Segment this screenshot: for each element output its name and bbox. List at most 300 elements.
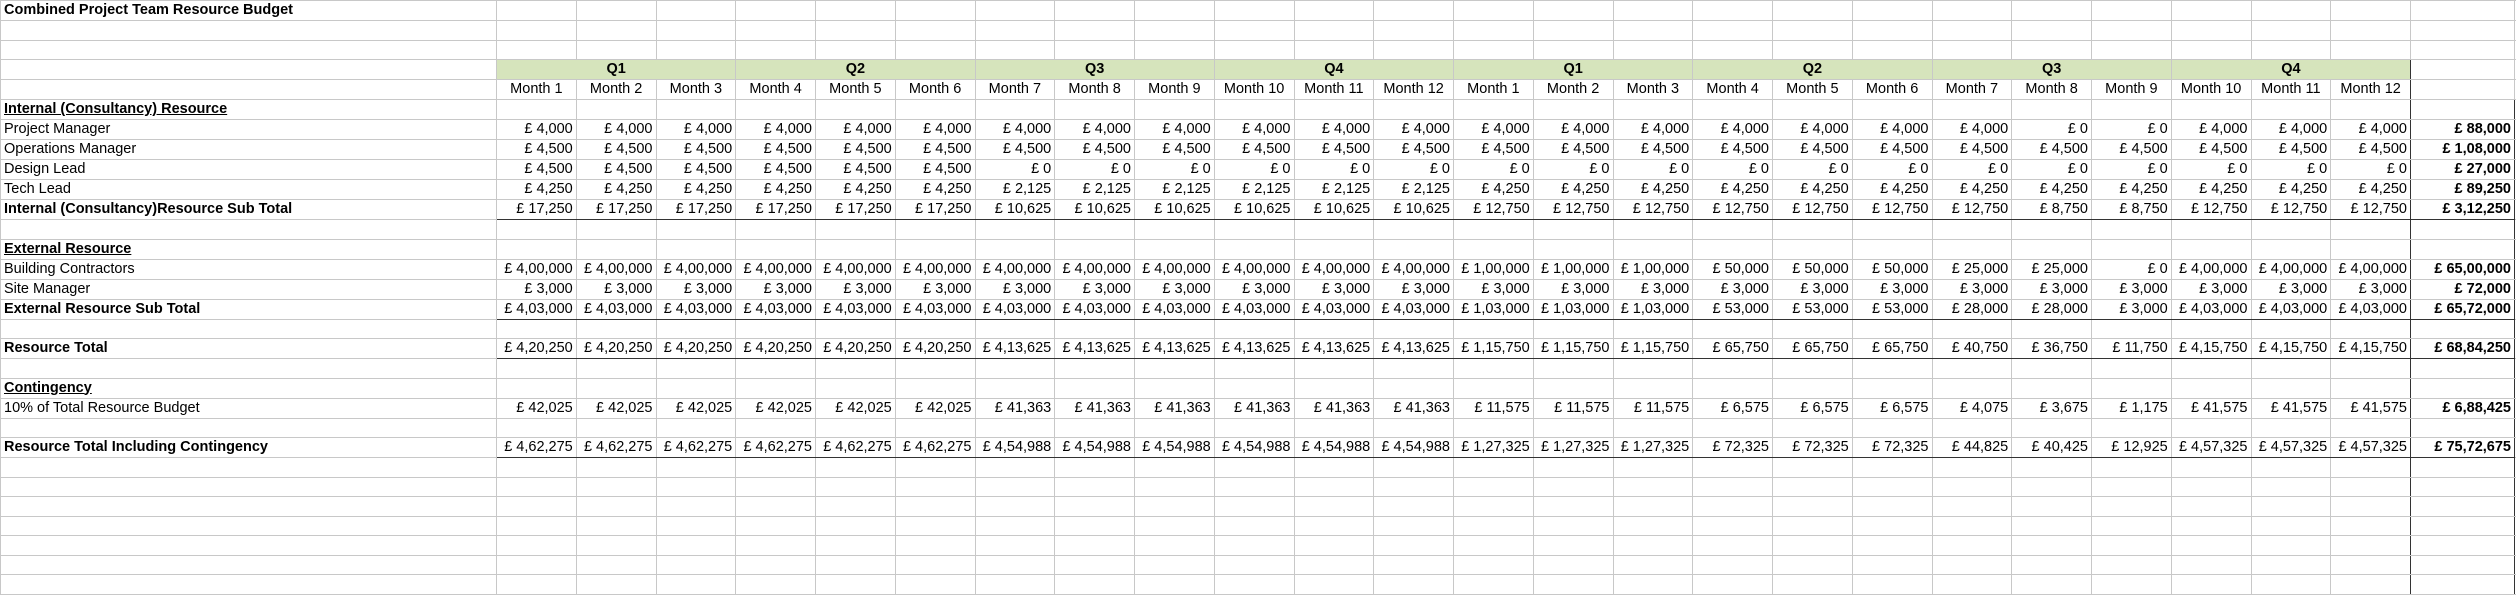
value-cell[interactable]: £ 4,15,750 — [2331, 339, 2411, 359]
cell[interactable] — [816, 220, 896, 240]
cell[interactable] — [1852, 1, 1932, 21]
value-cell[interactable]: £ 3,000 — [2171, 279, 2251, 299]
cell[interactable] — [895, 555, 975, 575]
value-cell[interactable]: £ 1,175 — [2092, 398, 2172, 418]
cell[interactable] — [1, 319, 497, 339]
cell[interactable] — [1374, 497, 1454, 517]
value-cell[interactable]: £ 65,750 — [1852, 339, 1932, 359]
cell[interactable] — [1214, 319, 1294, 339]
value-cell[interactable]: £ 4,500 — [816, 160, 896, 180]
cell[interactable] — [1852, 21, 1932, 41]
cell[interactable] — [895, 319, 975, 339]
cell[interactable] — [1773, 1, 1853, 21]
cell[interactable] — [2411, 575, 2515, 595]
cell[interactable] — [1135, 497, 1215, 517]
cell[interactable] — [1294, 21, 1374, 41]
cell[interactable] — [895, 536, 975, 556]
cell[interactable] — [1533, 1, 1613, 21]
value-cell[interactable]: £ 25,000 — [1932, 259, 2012, 279]
value-cell[interactable]: £ 3,000 — [1852, 279, 1932, 299]
value-cell[interactable]: £ 3,000 — [1294, 279, 1374, 299]
cell[interactable] — [1214, 21, 1294, 41]
value-cell[interactable]: £ 41,363 — [1294, 398, 1374, 418]
value-cell[interactable]: £ 3,675 — [2012, 398, 2092, 418]
cell[interactable] — [1613, 378, 1693, 398]
cell[interactable] — [2171, 1, 2251, 21]
cell[interactable] — [1773, 458, 1853, 478]
value-cell[interactable]: £ 8,750 — [2092, 200, 2172, 220]
value-cell[interactable]: £ 4,000 — [497, 120, 577, 140]
cell[interactable] — [1374, 100, 1454, 120]
value-cell[interactable]: £ 4,500 — [497, 160, 577, 180]
cell[interactable] — [2411, 359, 2515, 379]
value-cell[interactable]: £ 12,750 — [1932, 200, 2012, 220]
cell[interactable] — [1, 458, 497, 478]
cell[interactable] — [2171, 220, 2251, 240]
value-cell[interactable]: £ 4,000 — [1693, 120, 1773, 140]
cell[interactable] — [2411, 378, 2515, 398]
value-cell[interactable]: £ 4,500 — [1932, 140, 2012, 160]
value-cell[interactable]: £ 10,625 — [1294, 200, 1374, 220]
cell[interactable] — [975, 21, 1055, 41]
cell[interactable] — [2092, 1, 2172, 21]
cell[interactable] — [1773, 359, 1853, 379]
cell[interactable] — [816, 21, 896, 41]
cell[interactable] — [1, 359, 497, 379]
value-cell[interactable]: £ 3,000 — [576, 279, 656, 299]
value-cell[interactable]: £ 4,000 — [1932, 120, 2012, 140]
cell[interactable] — [1135, 477, 1215, 497]
value-cell[interactable]: £ 4,03,000 — [975, 299, 1055, 319]
value-cell[interactable]: £ 3,000 — [1214, 279, 1294, 299]
cell[interactable] — [1294, 220, 1374, 240]
value-cell[interactable]: £ 4,250 — [816, 180, 896, 200]
value-cell[interactable]: £ 4,03,000 — [2251, 299, 2331, 319]
cell[interactable] — [656, 40, 736, 60]
cell[interactable] — [1294, 378, 1374, 398]
cell[interactable] — [1852, 477, 1932, 497]
value-cell[interactable]: £ 17,250 — [816, 200, 896, 220]
value-cell[interactable]: £ 4,13,625 — [1294, 339, 1374, 359]
cell[interactable] — [1055, 536, 1135, 556]
cell[interactable] — [895, 458, 975, 478]
cell[interactable] — [895, 1, 975, 21]
value-cell[interactable]: £ 3,000 — [1454, 279, 1534, 299]
cell[interactable] — [1613, 555, 1693, 575]
cell[interactable] — [1454, 220, 1534, 240]
value-cell[interactable]: £ 4,00,000 — [1055, 259, 1135, 279]
cell[interactable] — [975, 359, 1055, 379]
value-cell[interactable]: £ 4,03,000 — [816, 299, 896, 319]
value-cell[interactable]: £ 44,825 — [1932, 438, 2012, 458]
value-cell[interactable]: £ 4,62,275 — [736, 438, 816, 458]
cell[interactable] — [1693, 359, 1773, 379]
value-cell[interactable]: £ 4,250 — [2251, 180, 2331, 200]
value-cell[interactable]: £ 4,54,988 — [1294, 438, 1374, 458]
cell[interactable] — [2251, 21, 2331, 41]
value-cell[interactable]: £ 3,000 — [975, 279, 1055, 299]
cell[interactable] — [1294, 359, 1374, 379]
value-cell[interactable]: £ 10,625 — [975, 200, 1055, 220]
cell[interactable] — [816, 458, 896, 478]
value-cell[interactable]: £ 2,125 — [1135, 180, 1215, 200]
value-cell[interactable]: £ 1,03,000 — [1613, 299, 1693, 319]
cell[interactable] — [2171, 575, 2251, 595]
cell[interactable] — [1, 40, 497, 60]
cell[interactable] — [2331, 575, 2411, 595]
value-cell[interactable]: £ 42,025 — [656, 398, 736, 418]
cell[interactable] — [1374, 40, 1454, 60]
cell[interactable] — [1613, 536, 1693, 556]
value-cell[interactable]: £ 2,125 — [975, 180, 1055, 200]
value-cell[interactable]: £ 4,03,000 — [1135, 299, 1215, 319]
cell[interactable] — [975, 40, 1055, 60]
value-cell[interactable]: £ 2,125 — [1374, 180, 1454, 200]
cell[interactable] — [1374, 319, 1454, 339]
value-cell[interactable]: £ 6,575 — [1693, 398, 1773, 418]
cell[interactable] — [1932, 319, 2012, 339]
cell[interactable] — [656, 100, 736, 120]
cell[interactable] — [576, 239, 656, 259]
cell[interactable] — [656, 319, 736, 339]
value-cell[interactable]: £ 3,000 — [2331, 279, 2411, 299]
value-cell[interactable]: £ 11,575 — [1613, 398, 1693, 418]
value-cell[interactable]: £ 4,03,000 — [1214, 299, 1294, 319]
cell[interactable] — [2171, 378, 2251, 398]
value-cell[interactable]: £ 4,54,988 — [975, 438, 1055, 458]
cell[interactable] — [1932, 21, 2012, 41]
cell[interactable] — [2171, 497, 2251, 517]
cell[interactable] — [1, 575, 497, 595]
value-cell[interactable]: £ 4,500 — [1374, 140, 1454, 160]
cell[interactable] — [895, 220, 975, 240]
cell[interactable] — [816, 359, 896, 379]
cell[interactable] — [1454, 378, 1534, 398]
cell[interactable] — [1, 418, 497, 438]
cell[interactable] — [736, 555, 816, 575]
cell[interactable] — [1214, 1, 1294, 21]
cell[interactable] — [736, 536, 816, 556]
cell[interactable] — [816, 575, 896, 595]
value-cell[interactable]: £ 0 — [1693, 160, 1773, 180]
cell[interactable] — [2411, 497, 2515, 517]
cell[interactable] — [1613, 21, 1693, 41]
value-cell[interactable]: £ 4,00,000 — [1294, 259, 1374, 279]
cell[interactable] — [1055, 40, 1135, 60]
cell[interactable] — [2092, 21, 2172, 41]
value-cell[interactable]: £ 42,025 — [736, 398, 816, 418]
cell[interactable] — [1, 220, 497, 240]
value-cell[interactable]: £ 4,000 — [1374, 120, 1454, 140]
cell[interactable] — [656, 1, 736, 21]
cell[interactable] — [576, 516, 656, 536]
cell[interactable] — [1, 555, 497, 575]
cell[interactable] — [1852, 239, 1932, 259]
value-cell[interactable]: £ 72,325 — [1852, 438, 1932, 458]
value-cell[interactable]: £ 4,500 — [576, 160, 656, 180]
cell[interactable] — [497, 575, 577, 595]
cell[interactable] — [1693, 536, 1773, 556]
value-cell[interactable]: £ 0 — [1135, 160, 1215, 180]
value-cell[interactable]: £ 1,03,000 — [1454, 299, 1534, 319]
value-cell[interactable]: £ 0 — [1932, 160, 2012, 180]
value-cell[interactable]: £ 42,025 — [576, 398, 656, 418]
value-cell[interactable]: £ 4,000 — [736, 120, 816, 140]
value-cell[interactable]: £ 53,000 — [1773, 299, 1853, 319]
value-cell[interactable]: £ 4,00,000 — [576, 259, 656, 279]
value-cell[interactable]: £ 3,000 — [1773, 279, 1853, 299]
cell[interactable] — [1374, 21, 1454, 41]
value-cell[interactable]: £ 4,03,000 — [576, 299, 656, 319]
row-total-cell[interactable]: £ 65,72,000 — [2411, 299, 2515, 319]
cell[interactable] — [656, 555, 736, 575]
cell[interactable] — [736, 359, 816, 379]
cell[interactable] — [1374, 555, 1454, 575]
cell[interactable] — [1613, 40, 1693, 60]
value-cell[interactable]: £ 4,00,000 — [2171, 259, 2251, 279]
cell[interactable] — [2012, 536, 2092, 556]
value-cell[interactable]: £ 4,20,250 — [736, 339, 816, 359]
cell[interactable] — [816, 100, 896, 120]
value-cell[interactable]: £ 4,03,000 — [2331, 299, 2411, 319]
cell[interactable] — [1, 497, 497, 517]
cell[interactable] — [736, 516, 816, 536]
cell[interactable] — [2411, 477, 2515, 497]
cell[interactable] — [1214, 516, 1294, 536]
value-cell[interactable]: £ 4,500 — [736, 160, 816, 180]
cell[interactable] — [1852, 359, 1932, 379]
cell[interactable] — [576, 220, 656, 240]
value-cell[interactable]: £ 4,03,000 — [2171, 299, 2251, 319]
value-cell[interactable]: £ 4,500 — [895, 140, 975, 160]
value-cell[interactable]: £ 4,250 — [497, 180, 577, 200]
cell[interactable] — [1533, 239, 1613, 259]
cell[interactable] — [1454, 536, 1534, 556]
value-cell[interactable]: £ 12,750 — [1852, 200, 1932, 220]
value-cell[interactable]: £ 50,000 — [1693, 259, 1773, 279]
value-cell[interactable]: £ 4,57,325 — [2251, 438, 2331, 458]
value-cell[interactable]: £ 4,00,000 — [1374, 259, 1454, 279]
value-cell[interactable]: £ 6,575 — [1852, 398, 1932, 418]
value-cell[interactable]: £ 10,625 — [1214, 200, 1294, 220]
value-cell[interactable]: £ 4,57,325 — [2171, 438, 2251, 458]
value-cell[interactable]: £ 1,03,000 — [1533, 299, 1613, 319]
cell[interactable] — [1374, 220, 1454, 240]
value-cell[interactable]: £ 4,500 — [1214, 140, 1294, 160]
cell[interactable] — [2251, 497, 2331, 517]
cell[interactable] — [1294, 516, 1374, 536]
value-cell[interactable]: £ 3,000 — [2251, 279, 2331, 299]
value-cell[interactable]: £ 4,13,625 — [1055, 339, 1135, 359]
cell[interactable] — [2411, 1, 2515, 21]
cell[interactable] — [1852, 458, 1932, 478]
value-cell[interactable]: £ 12,750 — [1613, 200, 1693, 220]
value-cell[interactable]: £ 4,000 — [2251, 120, 2331, 140]
value-cell[interactable]: £ 3,000 — [1374, 279, 1454, 299]
value-cell[interactable]: £ 2,125 — [1055, 180, 1135, 200]
cell[interactable] — [1454, 21, 1534, 41]
cell[interactable] — [895, 100, 975, 120]
value-cell[interactable]: £ 4,250 — [2012, 180, 2092, 200]
value-cell[interactable]: £ 4,20,250 — [656, 339, 736, 359]
value-cell[interactable]: £ 4,250 — [2171, 180, 2251, 200]
cell[interactable] — [497, 1, 577, 21]
value-cell[interactable]: £ 0 — [2251, 160, 2331, 180]
cell[interactable] — [1294, 458, 1374, 478]
cell[interactable] — [2171, 40, 2251, 60]
value-cell[interactable]: £ 50,000 — [1773, 259, 1853, 279]
cell[interactable] — [975, 100, 1055, 120]
cell[interactable] — [1613, 239, 1693, 259]
cell[interactable] — [2012, 516, 2092, 536]
cell[interactable] — [1932, 378, 2012, 398]
value-cell[interactable]: £ 4,62,275 — [656, 438, 736, 458]
value-cell[interactable]: £ 40,425 — [2012, 438, 2092, 458]
cell[interactable] — [656, 516, 736, 536]
value-cell[interactable]: £ 4,54,988 — [1055, 438, 1135, 458]
value-cell[interactable]: £ 4,500 — [1613, 140, 1693, 160]
value-cell[interactable]: £ 4,250 — [656, 180, 736, 200]
value-cell[interactable]: £ 4,500 — [656, 160, 736, 180]
cell[interactable] — [2012, 220, 2092, 240]
cell[interactable] — [1852, 319, 1932, 339]
value-cell[interactable]: £ 1,27,325 — [1454, 438, 1534, 458]
cell[interactable] — [1693, 575, 1773, 595]
cell[interactable] — [895, 21, 975, 41]
cell[interactable] — [2171, 516, 2251, 536]
cell[interactable] — [2331, 516, 2411, 536]
value-cell[interactable]: £ 0 — [2012, 160, 2092, 180]
cell[interactable] — [1374, 536, 1454, 556]
value-cell[interactable]: £ 3,000 — [2012, 279, 2092, 299]
value-cell[interactable]: £ 72,325 — [1773, 438, 1853, 458]
cell[interactable] — [816, 378, 896, 398]
cell[interactable] — [736, 458, 816, 478]
value-cell[interactable]: £ 4,13,625 — [1374, 339, 1454, 359]
value-cell[interactable]: £ 50,000 — [1852, 259, 1932, 279]
cell[interactable] — [1214, 477, 1294, 497]
value-cell[interactable]: £ 4,000 — [1613, 120, 1693, 140]
cell[interactable] — [1932, 555, 2012, 575]
cell[interactable] — [497, 40, 577, 60]
value-cell[interactable]: £ 1,00,000 — [1533, 259, 1613, 279]
cell[interactable] — [1055, 575, 1135, 595]
cell[interactable] — [2251, 477, 2331, 497]
value-cell[interactable]: £ 4,500 — [1454, 140, 1534, 160]
cell[interactable] — [2251, 378, 2331, 398]
value-cell[interactable]: £ 4,000 — [975, 120, 1055, 140]
cell[interactable] — [1294, 1, 1374, 21]
cell[interactable] — [2251, 1, 2331, 21]
cell[interactable] — [1214, 418, 1294, 438]
cell[interactable] — [2012, 575, 2092, 595]
value-cell[interactable]: £ 0 — [1214, 160, 1294, 180]
row-total-cell[interactable]: £ 6,88,425 — [2411, 398, 2515, 418]
value-cell[interactable]: £ 4,500 — [1055, 140, 1135, 160]
cell[interactable] — [1613, 418, 1693, 438]
value-cell[interactable]: £ 4,000 — [1214, 120, 1294, 140]
cell[interactable] — [1932, 497, 2012, 517]
cell[interactable] — [1135, 100, 1215, 120]
cell[interactable] — [975, 458, 1055, 478]
value-cell[interactable]: £ 3,000 — [2092, 279, 2172, 299]
cell[interactable] — [656, 536, 736, 556]
value-cell[interactable]: £ 4,13,625 — [1135, 339, 1215, 359]
cell[interactable] — [736, 319, 816, 339]
value-cell[interactable]: £ 41,363 — [1135, 398, 1215, 418]
cell[interactable] — [1773, 40, 1853, 60]
cell[interactable] — [576, 40, 656, 60]
cell[interactable] — [1135, 418, 1215, 438]
cell[interactable] — [1932, 516, 2012, 536]
value-cell[interactable]: £ 3,000 — [497, 279, 577, 299]
cell[interactable] — [1773, 516, 1853, 536]
cell[interactable] — [576, 359, 656, 379]
cell[interactable] — [2171, 359, 2251, 379]
value-cell[interactable]: £ 4,00,000 — [497, 259, 577, 279]
cell[interactable] — [1773, 100, 1853, 120]
value-cell[interactable]: £ 4,57,325 — [2331, 438, 2411, 458]
cell[interactable] — [1533, 418, 1613, 438]
cell[interactable] — [1852, 40, 1932, 60]
cell[interactable] — [1214, 555, 1294, 575]
cell[interactable] — [1135, 458, 1215, 478]
cell[interactable] — [1932, 239, 2012, 259]
cell[interactable] — [1533, 575, 1613, 595]
value-cell[interactable]: £ 41,575 — [2331, 398, 2411, 418]
cell[interactable] — [1055, 516, 1135, 536]
value-cell[interactable]: £ 4,000 — [1055, 120, 1135, 140]
value-cell[interactable]: £ 4,500 — [895, 160, 975, 180]
cell[interactable] — [497, 220, 577, 240]
cell[interactable] — [736, 21, 816, 41]
value-cell[interactable]: £ 4,15,750 — [2171, 339, 2251, 359]
cell[interactable] — [1135, 536, 1215, 556]
cell[interactable] — [1135, 359, 1215, 379]
cell[interactable] — [2251, 100, 2331, 120]
cell[interactable] — [497, 359, 577, 379]
cell[interactable] — [1294, 536, 1374, 556]
cell[interactable] — [816, 319, 896, 339]
value-cell[interactable]: £ 4,62,275 — [895, 438, 975, 458]
value-cell[interactable]: £ 4,000 — [1454, 120, 1534, 140]
cell[interactable] — [1454, 458, 1534, 478]
cell[interactable] — [2411, 536, 2515, 556]
cell[interactable] — [1454, 575, 1534, 595]
cell[interactable] — [1773, 555, 1853, 575]
cell[interactable] — [1, 21, 497, 41]
value-cell[interactable]: £ 41,575 — [2251, 398, 2331, 418]
cell[interactable] — [497, 458, 577, 478]
value-cell[interactable]: £ 12,750 — [1454, 200, 1534, 220]
cell[interactable] — [2012, 378, 2092, 398]
cell[interactable] — [2331, 239, 2411, 259]
value-cell[interactable]: £ 4,03,000 — [1294, 299, 1374, 319]
value-cell[interactable]: £ 25,000 — [2012, 259, 2092, 279]
value-cell[interactable]: £ 4,500 — [1294, 140, 1374, 160]
row-total-cell[interactable]: £ 88,000 — [2411, 120, 2515, 140]
cell[interactable] — [1374, 418, 1454, 438]
cell[interactable] — [1693, 458, 1773, 478]
cell[interactable] — [1135, 220, 1215, 240]
cell[interactable] — [2012, 477, 2092, 497]
cell[interactable] — [975, 418, 1055, 438]
value-cell[interactable]: £ 4,00,000 — [656, 259, 736, 279]
value-cell[interactable]: £ 12,750 — [1693, 200, 1773, 220]
cell[interactable] — [1932, 359, 2012, 379]
cell[interactable] — [1852, 555, 1932, 575]
cell[interactable] — [2012, 555, 2092, 575]
